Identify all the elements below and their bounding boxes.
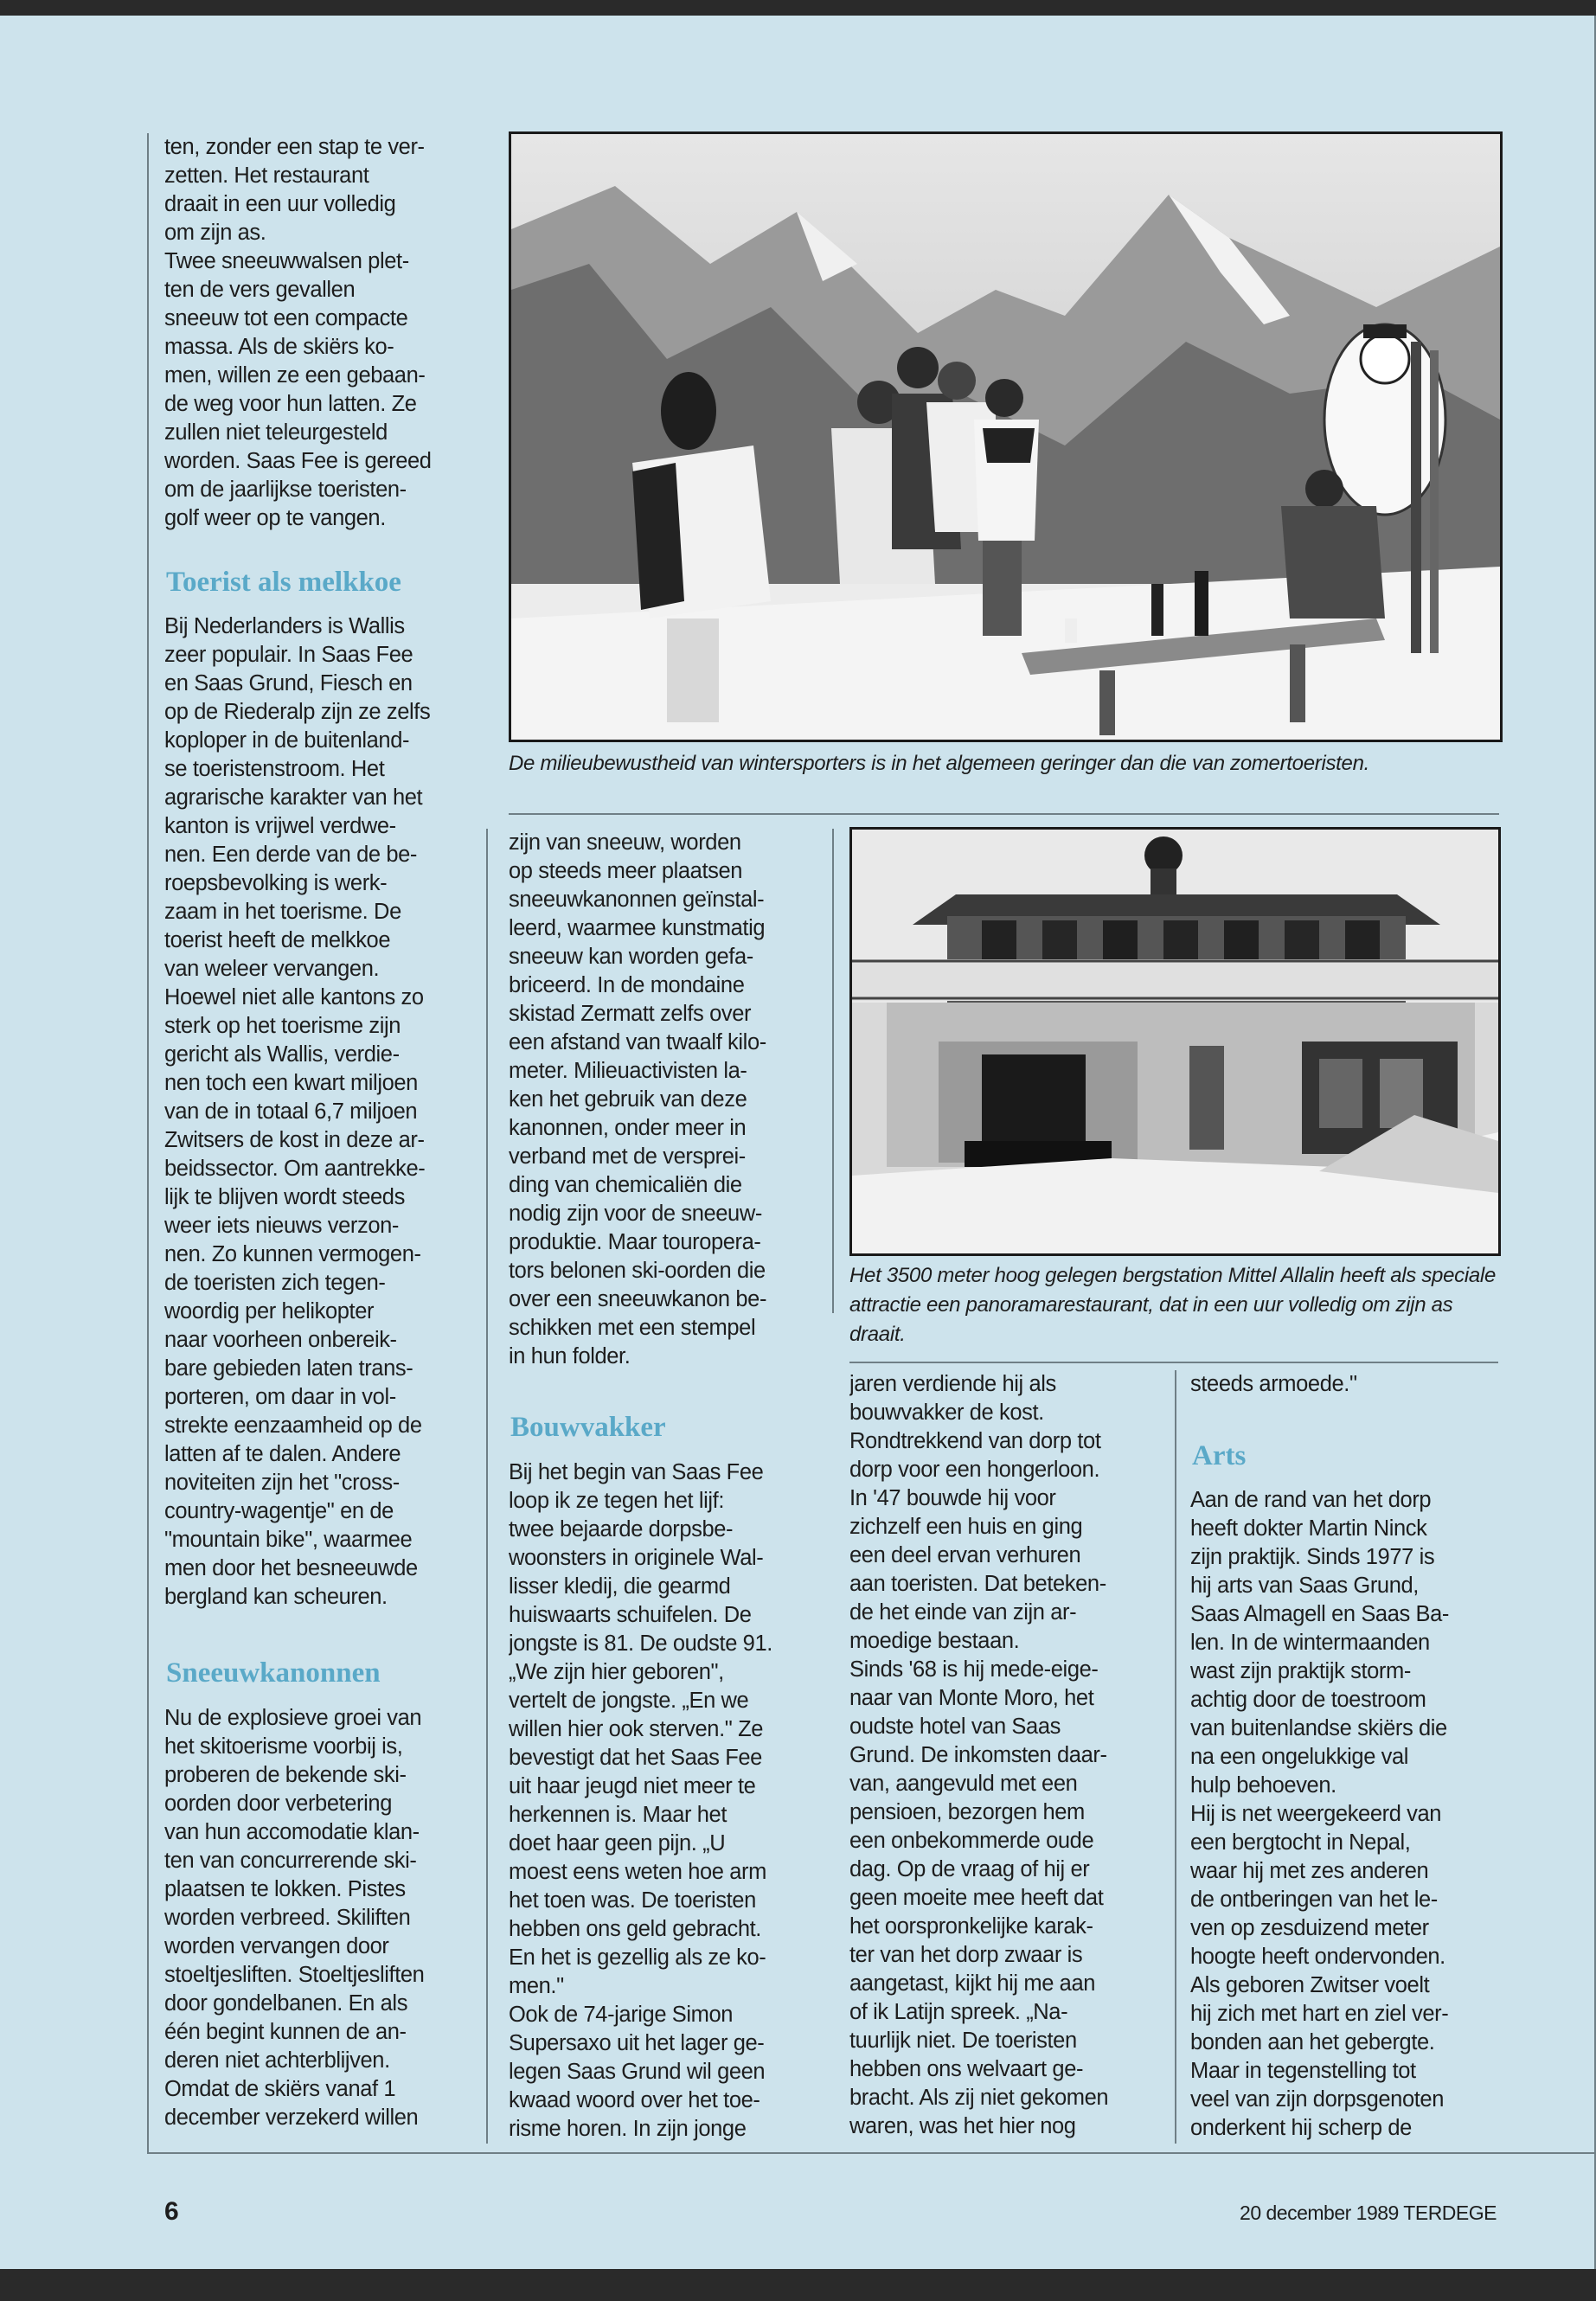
publication-date: 20 december 1989 TERDEGE <box>1240 2202 1497 2224</box>
heading-arts: Arts <box>1192 1440 1247 1471</box>
column-4-bottom-text: Aan de rand van het dorp heeft dokter Martin Ninck zijn praktijk. Sinds 1977 is hij arts van Saas Grund, Saas Almagell en Saas Ba- len. In de wintermaanden wast zijn praktijk storm- achtig door de toestroom van buitenlandse skiërs die na een ongelukkige val hulp behoeven. Hij is net weergekeerd van een bergtocht in Nepal, waar hij met zes anderen de ontberingen van het le- ven op zesduizend meter hoogte heeft ondervonden. Als geboren Zwitser voelt hij zich met hart en ziel ver- bonden aan het gebergte. Maar in tegenstelling tot veel van zijn dorpsgenoten onderkent hij scherp de <box>1190 1488 1450 2140</box>
column-4-top-text: steeds armoede." <box>1190 1372 1357 1396</box>
caption-1-rule <box>509 813 1499 815</box>
column-1-middle-text: Bij Nederlanders is Wallis zeer populair. In Saas Fee en Saas Grund, Fiesch en op de Riederalp zijn ze zelfs koploper in de buitenland- se toeristenstroom. Het agrarische karakter van het kanton is vrijwel verdwe- nen. Een derde van de be- roepsbevolking is werk- zaam in het toerisme. De toerist heeft de melkkoe van weleer vervangen. Hoewel niet alle kantons zo sterk op het toerisme zijn gericht als Wallis, verdie- nen toch een kwart miljoen van de in totaal 6,7 miljoen Zwitsers de kost in deze ar- beidssector. Om aantrekke- lijk te blijven wordt steeds weer iets nieuws verzon- nen. Zo kunnen vermogen- de toeristen zich tegen- woordig per helikopter naar voorheen onbereik- bare gebieden laten trans- porteren, om daar in vol- strekte eenzaamheid op de latten af te dalen. Andere noviteiten zijn het "cross- country-wagentje" en de "mountain bike", waarmee men door het besneeuwde bergland kan scheuren. <box>164 614 431 1609</box>
column-3-text: jaren verdiende hij als bouwvakker de kost. Rondtrekkend van dorp tot dorp voor een hongerloon. In '47 bouwde hij voor zichzelf een huis en ging een deel ervan verhuren aan toeristen. Dat beteken- de het einde van zijn ar- moedige bestaan. Sinds '68 is hij mede-eige- naar van Monte Moro, het oudste hotel van Saas Grund. De inkomsten daar- van, aangevuld met een pensioen, bezorgen hem een onbekommerde oude dag. Op de vraag of hij er geen moeite mee heeft dat het oorspronkelijke karak- ter van het dorp zwaar is aangetast, kijkt hij me aan of ik Latijn spreek. „Na- tuurlijk niet. De toeristen hebben ons welvaart ge- bracht. Als zij niet gekomen waren, was het hier nog <box>849 1372 1109 2138</box>
caption-photo-station: Het 3500 meter hoog gelegen bergstation Mittel Allalin heeft als speciale attractie een panoramarestaurant, dat in een uur volledig om zijn as draait. <box>849 1264 1497 1346</box>
magazine-page <box>0 16 1596 2269</box>
photo-skiers-picnic <box>509 131 1503 742</box>
photo-mittel-allalin-station <box>849 827 1501 1256</box>
caption-2-rule <box>849 1362 1498 1363</box>
skiers-photo-image <box>511 134 1500 740</box>
column-divider-3 <box>1175 1370 1176 2144</box>
heading-sneeuwkanonnen: Sneeuwkanonnen <box>166 1657 381 1689</box>
column-2-top-text: zijn van sneeuw, worden op steeds meer plaatsen sneeuwkanonnen geïnstal- leerd, waarmee kunstmatig sneeuw kan worden gefa- briceerd. In de mondaine skistad Zermatt zelfs over een afstand van twaalf kilo- meter. Milieuactivisten la- ken het gebruik van deze kanonnen, onder meer in verband met de versprei- ding van chemicaliën die nodig zijn voor de sneeuw- produktie. Maar touropera- tors belonen ski-oorden die over een sneeuwkanon be- schikken met een stempel in hun folder. <box>509 830 767 1368</box>
left-margin-rule <box>147 133 149 2154</box>
column-2-bottom-text: Bij het begin van Saas Fee loop ik ze tegen het lijf: twee bejaarde dorpsbe- woonsters in originele Wal- lisser kledij, die gearmd huiswaarts schuifelen. De jongste is 81. De oudste 91. „We zijn hier geboren", vertelt de jongste. „En we willen hier ook sterven." Ze bevestigt dat het Saas Fee uit haar jeugd niet meer te herkennen is. Maar het doet haar geen pijn. „U moest eens weten hoe arm het toen was. De toeristen hebben ons geld gebracht. En het is gezellig als ze ko- men." Ook de 74-jarige Simon Supersaxo uit het lager ge- legen Saas Grund wil geen kwaad woord over het toe- risme horen. In zijn jonge <box>509 1460 772 2141</box>
column-1-top-text: ten, zonder een stap te ver- zetten. Het restaurant draait in een uur volledig om zijn as. Twee sneeuwwalsen plet- ten de vers gevallen sneeuw tot een compacte massa. Als de skiërs ko- men, willen ze een gebaan- de weg voor hun latten. Ze zullen niet teleurgesteld worden. Saas Fee is gereed om de jaarlijkse toeristen- golf weer op te vangen. <box>164 135 432 530</box>
column-divider-1 <box>486 829 488 2144</box>
station-photo-image <box>852 830 1498 1253</box>
column-1-bottom-text: Nu de explosieve groei van het skitoerisme voorbij is, proberen de bekende ski- oorden door verbetering van hun accomodatie klan- ten van concurrerende ski- plaatsen te lokken. Pistes worden verbreed. Skiliften worden vervangen door stoeltjesliften. Stoeltjesliften door gondelbanen. En als één begint kunnen de an- deren niet achterblijven. Omdat de skiërs vanaf 1 december verzekerd willen <box>164 1706 425 2130</box>
heading-toerist-als-melkkoe: Toerist als melkkoe <box>166 567 401 598</box>
bottom-rule <box>147 2152 1596 2154</box>
page-number: 6 <box>164 2197 179 2226</box>
heading-bouwvakker: Bouwvakker <box>510 1412 666 1443</box>
column-divider-2 <box>832 829 834 1313</box>
caption-photo-skiers: De milieubewustheid van wintersporters is in het algemeen geringer dan die van zomertoeristen. <box>509 752 1370 775</box>
